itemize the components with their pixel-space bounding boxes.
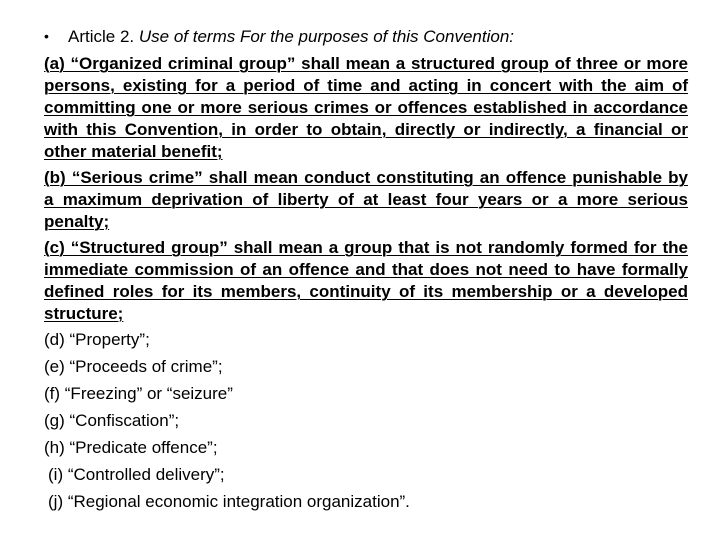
- term-f: (f) “Freezing” or “seizure”: [44, 384, 233, 403]
- term-i: (i) “Controlled delivery”;: [48, 465, 225, 484]
- term-j: (j) “Regional economic integration organization”.: [48, 492, 410, 511]
- term-e: (e) “Proceeds of crime”;: [44, 357, 223, 376]
- definition-c: (c) “Structured group” shall mean a group that is not randomly formed for the immediate commission of an offence and that does not need to have formally defined roles for its members, continuity of its membership or a developed structure;: [44, 238, 688, 323]
- slide-content: [44, 26, 688, 518]
- term-d: (d) “Property”;: [44, 330, 150, 349]
- term-g: (g) “Confiscation”;: [44, 411, 180, 430]
- article-heading: [44, 26, 688, 48]
- definition-b: (b) “Serious crime” shall mean conduct constituting an offence punishable by a maximum deprivation of liberty of at least four years or a more serious penalty;: [44, 168, 688, 231]
- term-h: (h) “Predicate offence”;: [44, 438, 218, 457]
- definition-a: (a) “Organized criminal group” shall mean a structured group of three or more persons, existing for a period of time and acting in concert with the aim of committing one or more serious crimes or offences established in accordance with this Convention, in order to obtain, directly or indirectly, a financial or other material benefit;: [44, 54, 688, 161]
- article-title: Use of terms For the purposes of this Convention:: [138, 27, 514, 46]
- bullet-icon: •: [44, 28, 49, 44]
- article-label: Article 2.: [68, 27, 135, 46]
